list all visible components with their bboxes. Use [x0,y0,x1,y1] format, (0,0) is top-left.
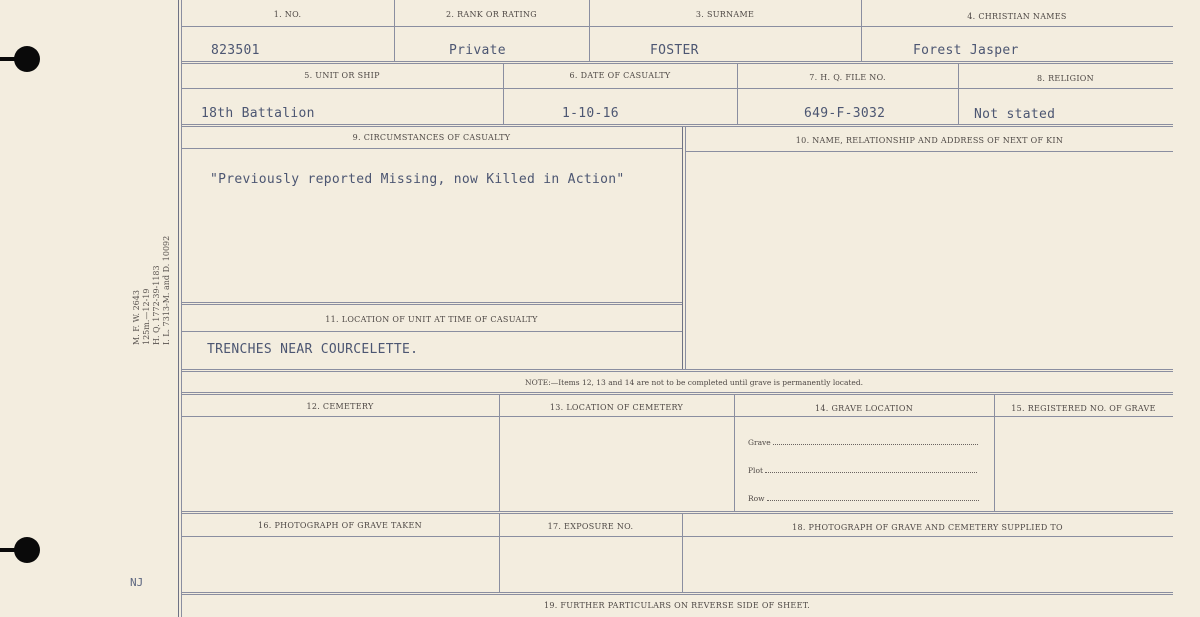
divider [682,127,683,370]
grave-field [748,438,978,447]
value-christian-names: Forest Jasper [913,43,1019,58]
row1-header-line [181,26,1173,27]
divider [958,64,959,124]
row4-bottom-line [181,511,1173,514]
note-bottom-line [181,392,1173,395]
clerk-initials: NJ [130,576,144,589]
label-exposure: 17. EXPOSURE NO. [547,522,634,531]
row-label: Row [748,494,765,503]
row4-header-line [181,416,1173,417]
form-code-line: H. Q. 1772-39-1183 [152,265,161,345]
row2-header-line [181,88,1173,89]
value-rank: Private [449,43,506,58]
label-cemetery: 12. CEMETERY [306,402,374,411]
binder-hole-bottom [14,537,40,563]
value-unit: 18th Battalion [201,106,315,121]
divider [685,127,686,370]
form-code-line: I. L. 7313-M. and D. 10092 [162,235,171,345]
row5-header-line [181,536,1173,537]
grave-label: Grave [748,438,771,447]
divider [499,395,500,511]
divider [861,0,862,61]
label-no: 1. NO. [273,10,302,19]
label-registered-no: 15. REGISTERED NO. OF GRAVE [1011,404,1156,413]
value-hq-file: 649-F-3032 [804,106,886,121]
completion-note: NOTE:—Items 12, 13 and 14 are not to be completed until grave is permanently located. [525,378,864,387]
label-hq-file: 7. H. Q. FILE NO. [809,73,886,82]
value-circumstances: "Previously reported Missing, now Killed in Action" [210,172,625,187]
circumstances-bottom-line [181,302,682,305]
label-religion: 8. RELIGION [1037,74,1094,83]
label-circumstances: 9. CIRCUMSTANCES OF CASUALTY [352,133,511,142]
value-no: 823501 [211,43,260,58]
form-code-line: 125m.—12-19 [142,288,151,345]
label-christian-names: 4. CHRISTIAN NAMES [967,12,1067,21]
label-photo-taken: 16. PHOTOGRAPH OF GRAVE TAKEN [258,521,422,530]
label-location: 11. LOCATION OF UNIT AT TIME OF CASUALTY [325,315,538,324]
label-unit: 5. UNIT OR SHIP [304,71,380,80]
label-date: 6. DATE OF CASUALTY [569,71,671,80]
value-surname: FOSTER [650,43,699,58]
plot-label: Plot [748,466,763,475]
circumstances-header-line [181,148,682,149]
location-header-line [181,331,682,332]
label-surname: 3. SURNAME [695,10,755,19]
row5-bottom-line [181,592,1173,595]
row3-bottom-line [181,369,1173,372]
label-next-of-kin: 10. NAME, RELATIONSHIP AND ADDRESS OF NEXT OF KIN [795,136,1064,145]
value-date: 1-10-16 [562,106,619,121]
label-grave-location: 14. GRAVE LOCATION [814,404,913,413]
kin-header-line [686,151,1173,152]
label-rank: 2. RANK OR RATING [446,10,537,19]
grave-dotted-line [773,443,978,445]
value-religion: Not stated [974,107,1056,122]
plot-field [748,466,977,475]
row2-bottom-line [181,124,1173,127]
value-location: TRENCHES NEAR COURCELETTE. [207,342,419,357]
form-code-line: M. F. W. 2643 [132,290,141,345]
binder-hole-top [14,46,40,72]
frame-left-line [178,0,179,617]
label-cemetery-location: 13. LOCATION OF CEMETERY [549,403,684,412]
row-dotted-line [767,499,979,501]
row-field [748,494,979,503]
row1-bottom-line [181,61,1173,64]
footer-note: 19. FURTHER PARTICULARS ON REVERSE SIDE OF SHEET. [543,601,811,610]
plot-dotted-line [765,471,977,473]
label-photo-supplied: 18. PHOTOGRAPH OF GRAVE AND CEMETERY SUPPLIED TO [792,523,1063,532]
